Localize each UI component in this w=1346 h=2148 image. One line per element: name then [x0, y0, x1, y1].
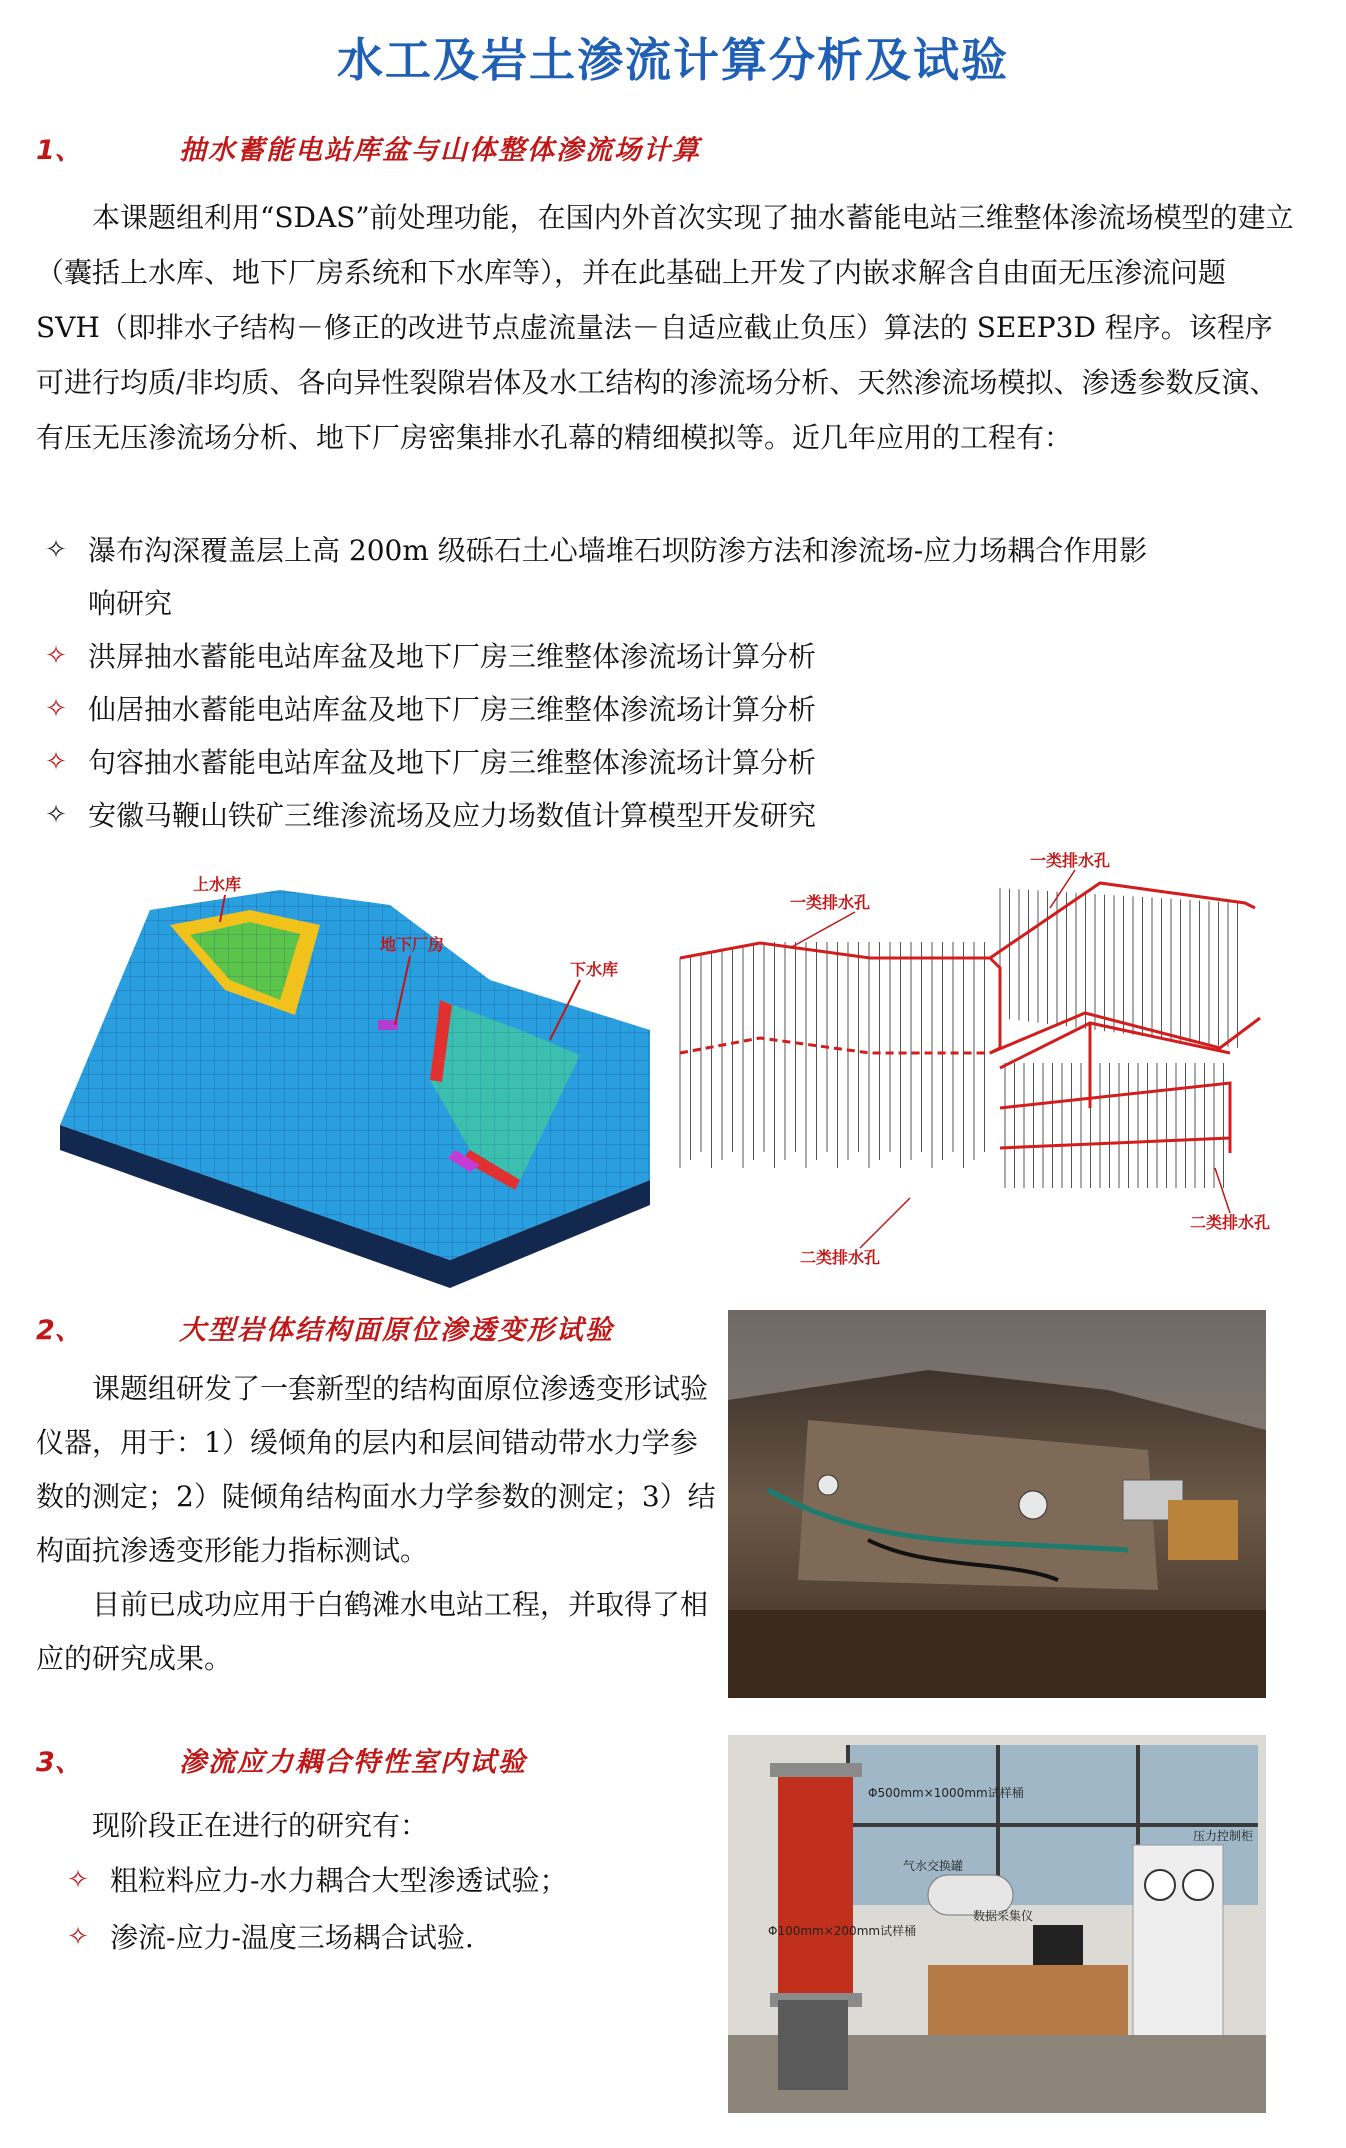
list-item [36, 630, 1298, 683]
diamond-bullet-icon: ✧ [45, 800, 67, 830]
diamond-bullet-icon: ✧ [67, 1865, 89, 1895]
large-cell-label: Φ500mm×1000mm试样桶 [868, 1786, 1024, 1800]
section-1-number: 1、 [36, 135, 82, 166]
seepage-model-figure [60, 850, 660, 1290]
section-2-heading [36, 1308, 736, 1344]
class1-drain-label-b: 一类排水孔 [1030, 851, 1111, 870]
section-2-text-2: 目前已成功应用于白鹤滩水电站工程，并取得了相应的研究成果。 [36, 1588, 709, 1675]
section-1-heading [36, 128, 936, 164]
section-3-number: 3、 [36, 1747, 82, 1778]
list-item-text: 洪屏抽水蓄能电站库盆及地下厂房三维整体渗流场计算分析 [88, 640, 817, 673]
section-1-title: 抽水蓄能电站库盆与山体整体渗流场计算 [179, 135, 701, 166]
list-item [36, 683, 1298, 736]
section-3-heading [36, 1740, 736, 1776]
gas-exchanger-label: 气水交换罐 [903, 1859, 964, 1873]
section-3-intro-text: 现阶段正在进行的研究有： [92, 1809, 429, 1842]
section-2-paragraph [36, 1362, 716, 1686]
section-2-number: 2、 [36, 1315, 82, 1346]
diamond-bullet-icon: ✧ [45, 694, 67, 724]
list-item-text: 句容抽水蓄能电站库盆及地下厂房三维整体渗流场计算分析 [88, 746, 817, 779]
diamond-bullet-icon: ✧ [45, 535, 67, 565]
list-item-text: 瀑布沟深覆盖层上高 200m 级砾石土心墙堆石坝防渗方法和渗流场-应力场耦合作用影 [88, 534, 1148, 567]
list-item-text: 粗粒料应力-水力耦合大型渗透试验； [110, 1864, 568, 1897]
section-1-paragraph [36, 190, 1298, 465]
list-item-text: 安徽马鞭山铁矿三维渗流场及应力场数值计算模型开发研究 [88, 799, 817, 832]
class1-drain-label-a: 一类排水孔 [790, 893, 871, 912]
list-item [58, 1909, 718, 1966]
in-situ-test-photo [728, 1310, 1266, 1698]
small-cell-label: Φ100mm×200mm试样桶 [768, 1924, 917, 1938]
section-3-bullet-list [58, 1852, 718, 1966]
page-title: 水工及岩土渗流计算分析及试验 [337, 33, 1009, 87]
list-item-text: 渗流-应力-温度三场耦合试验. [110, 1921, 474, 1954]
diamond-bullet-icon-2: ✧ [67, 1922, 89, 1952]
underground-plant-label: 地下厂房 [380, 935, 445, 954]
section-1-bullet-list [36, 524, 1298, 842]
control-cabinet-label: 压力控制柜 [1193, 1829, 1254, 1843]
list-item-text-continued: 响研究 [88, 587, 173, 620]
class2-drain-label-b: 二类排水孔 [1190, 1213, 1271, 1232]
class2-drain-label-a: 二类排水孔 [800, 1248, 881, 1267]
list-item [58, 1852, 718, 1909]
list-item [36, 789, 1298, 842]
section-1-text: 本课题组利用“SDAS”前处理功能，在国内外首次实现了抽水蓄能电站三维整体渗流场模型的建立（囊括上水库、地下厂房系统和下水库等），并在此基础上开发了内嵌求解含自由面无压渗流问题 SVH（即排水子结构－修正的改进节点虚流量法－自适应截止负压）算法的 SEEP3D 程序。该程序可进行均质/非均质、各向异性裂隙岩体及水工结构的渗流场分析、天然渗流场模拟、渗透参数反演、有压无压渗流场分析、地下厂房密集排水孔幕的精细模拟等。近几年应用的工程有： [36, 201, 1294, 454]
lower-reservoir-label: 下水库 [570, 960, 619, 979]
drainage-holes-figure [670, 848, 1290, 1278]
list-item [36, 524, 1298, 630]
section-2-title: 大型岩体结构面原位渗透变形试验 [179, 1315, 614, 1346]
section-2-text-1: 课题组研发了一套新型的结构面原位渗透变形试验仪器，用于：1）缓倾角的层内和层间错动带水力学参数的测定；2）陡倾角结构面水力学参数的测定；3）结构面抗渗透变形能力指标测试。 [36, 1372, 716, 1567]
upper-reservoir-label: 上水库 [193, 875, 242, 894]
list-item [36, 736, 1298, 789]
diamond-bullet-icon: ✧ [45, 747, 67, 777]
lab-test-photo [728, 1735, 1266, 2113]
section-3-title: 渗流应力耦合特性室内试验 [179, 1747, 527, 1778]
diamond-bullet-icon: ✧ [45, 641, 67, 671]
section-3-intro [36, 1798, 716, 1853]
daq-label: 数据采集仪 [973, 1909, 1034, 1923]
list-item-text: 仙居抽水蓄能电站库盆及地下厂房三维整体渗流场计算分析 [88, 693, 817, 726]
